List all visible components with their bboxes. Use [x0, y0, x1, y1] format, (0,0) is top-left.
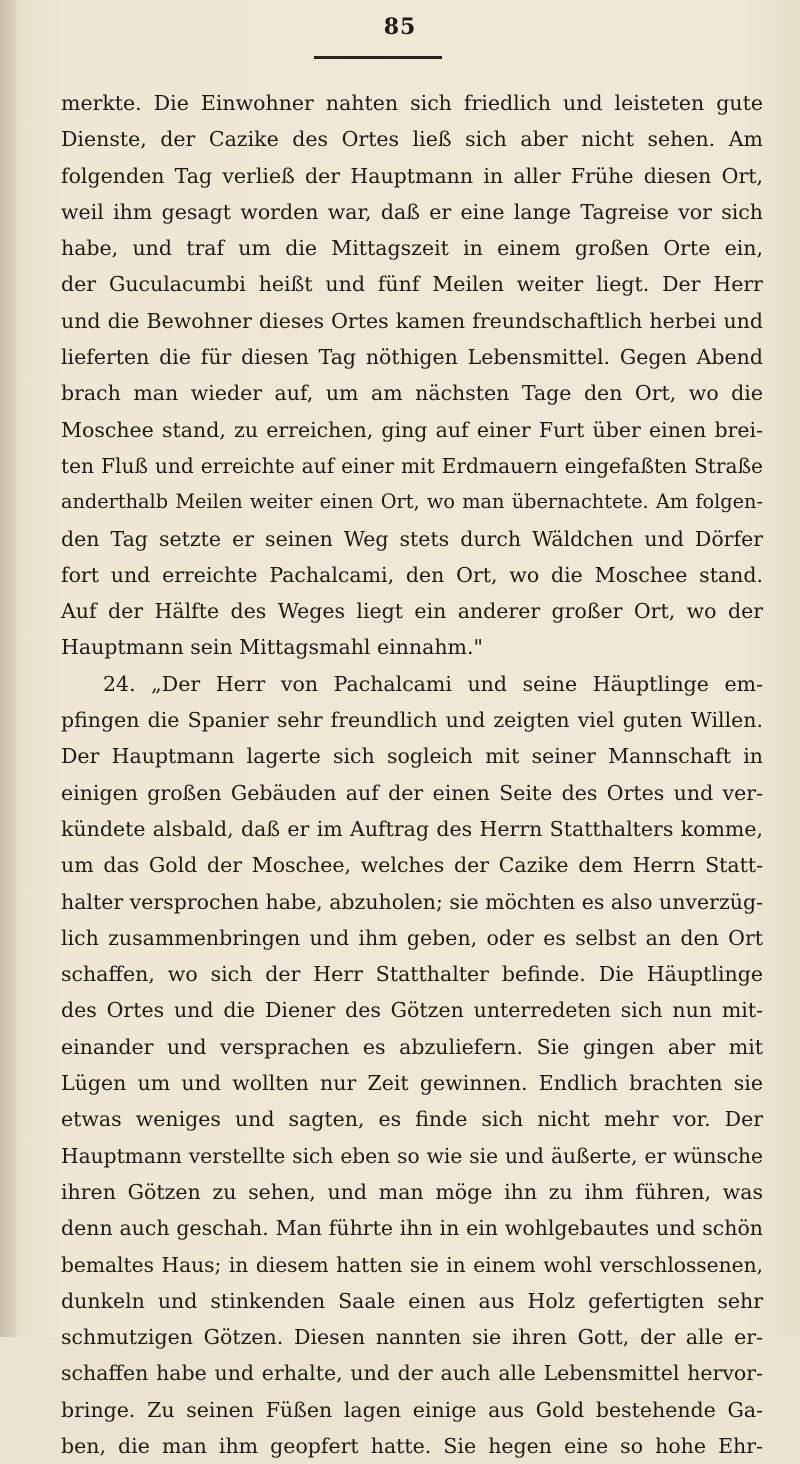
text-line: denn auch geschah. Man führte ihn in ein wohlgebautes und schön [61, 1216, 763, 1241]
text-line: weil ihm gesagt worden war, daß er eine lange Tagreise vor sich [61, 199, 763, 224]
text-line: bemaltes Haus; in diesem hatten sie in einem wohl verschlossenen, [61, 1252, 763, 1277]
text-line: lich zusammenbringen und ihm geben, oder es selbst an den Ort [61, 925, 763, 950]
paragraph-end-line: Hauptmann sein Mittagsmahl einnahm." [61, 635, 483, 660]
text-line: schaffen habe und erhalte, und der auch alle Lebensmittel hervor- [61, 1361, 763, 1386]
text-line: fort und erreichte Pachalcami, den Ort, wo die Moschee stand. [61, 562, 763, 587]
text-line: Dienste, der Cazike des Ortes ließ sich aber nicht sehen. Am [61, 127, 763, 152]
text-line: der Guculacumbi heißt und fünf Meilen weiter liegt. Der Herr [61, 272, 763, 297]
text-line: schaffen, wo sich der Herr Statthalter befinde. Die Häuptlinge [61, 962, 763, 987]
text-line: Hauptmann verstellte sich eben so wie sie und äußerte, er wünsche [61, 1143, 763, 1168]
page-number: 85 [383, 14, 417, 40]
text-line: Auf der Hälfte des Weges liegt ein anderer großer Ort, wo der [61, 599, 763, 624]
text-line: dunkeln und stinkenden Saale einen aus Holz gefertigten sehr [61, 1288, 763, 1313]
section-24-start-line: 24. „Der Herr von Pachalcami und seine Häuptlinge em- [103, 671, 763, 696]
text-line: einigen großen Gebäuden auf der einen Seite des Ortes und ver- [61, 780, 763, 805]
text-line: habe, und traf um die Mittagszeit in einem großen Orte ein, [61, 236, 763, 261]
body-text [61, 85, 763, 1464]
text-line: etwas weniges und sagten, es finde sich nicht mehr vor. Der [61, 1107, 763, 1132]
text-line: anderthalb Meilen weiter einen Ort, wo man übernachtete. Am folgen- [61, 490, 763, 514]
text-line: ben, die man ihm geopfert hatte. Sie hegen eine so hohe Ehr- [61, 1433, 763, 1458]
text-line: Moschee stand, zu erreichen, ging auf einer Furt über einen brei- [61, 417, 763, 442]
page-binding-edge [0, 0, 16, 1337]
text-line: Lügen um und wollten nur Zeit gewinnen. Endlich brachten sie [61, 1071, 763, 1096]
text-line: kündete alsbald, daß er im Auftrag des Herrn Statthalters komme, [61, 816, 763, 841]
header-rule [314, 56, 442, 59]
text-line: merkte. Die Einwohner nahten sich friedlich und leisteten gute [61, 91, 763, 115]
text-line: um das Gold der Moschee, welches der Cazike dem Herrn Statt- [61, 853, 763, 878]
text-line: ihren Götzen zu sehen, und man möge ihn zu ihm führen, was [61, 1179, 763, 1204]
text-line: bringe. Zu seinen Füßen lagen einige aus Gold bestehende Ga- [61, 1397, 763, 1422]
text-line: einander und versprachen es abzuliefern. Sie gingen aber mit [61, 1034, 763, 1059]
text-line: und die Bewohner dieses Ortes kamen freundschaftlich herbei und [61, 308, 763, 333]
text-line: des Ortes und die Diener des Götzen unterredeten sich nun mit- [61, 998, 763, 1023]
text-line: pfingen die Spanier sehr freundlich und zeigten viel guten Willen. [61, 708, 763, 733]
text-line: brach man wieder auf, um am nächsten Tage den Ort, wo die [61, 381, 763, 406]
text-line: schmutzigen Götzen. Diesen nannten sie ihren Gott, der alle er- [61, 1325, 763, 1350]
text-line: den Tag setzte er seinen Weg stets durch Wäldchen und Dörfer [61, 526, 763, 551]
text-line: Der Hauptmann lagerte sich sogleich mit seiner Mannschaft in [61, 744, 763, 769]
text-line: ten Fluß und erreichte auf einer mit Erdmauern eingefaßten Straße [61, 453, 763, 478]
text-line: halter versprochen habe, abzuholen; sie möchten es also unverzüg- [61, 889, 763, 914]
text-line: lieferten die für diesen Tag nöthigen Lebensmittel. Gegen Abend [61, 345, 763, 370]
text-line: folgenden Tag verließ der Hauptmann in aller Frühe diesen Ort, [61, 163, 763, 188]
